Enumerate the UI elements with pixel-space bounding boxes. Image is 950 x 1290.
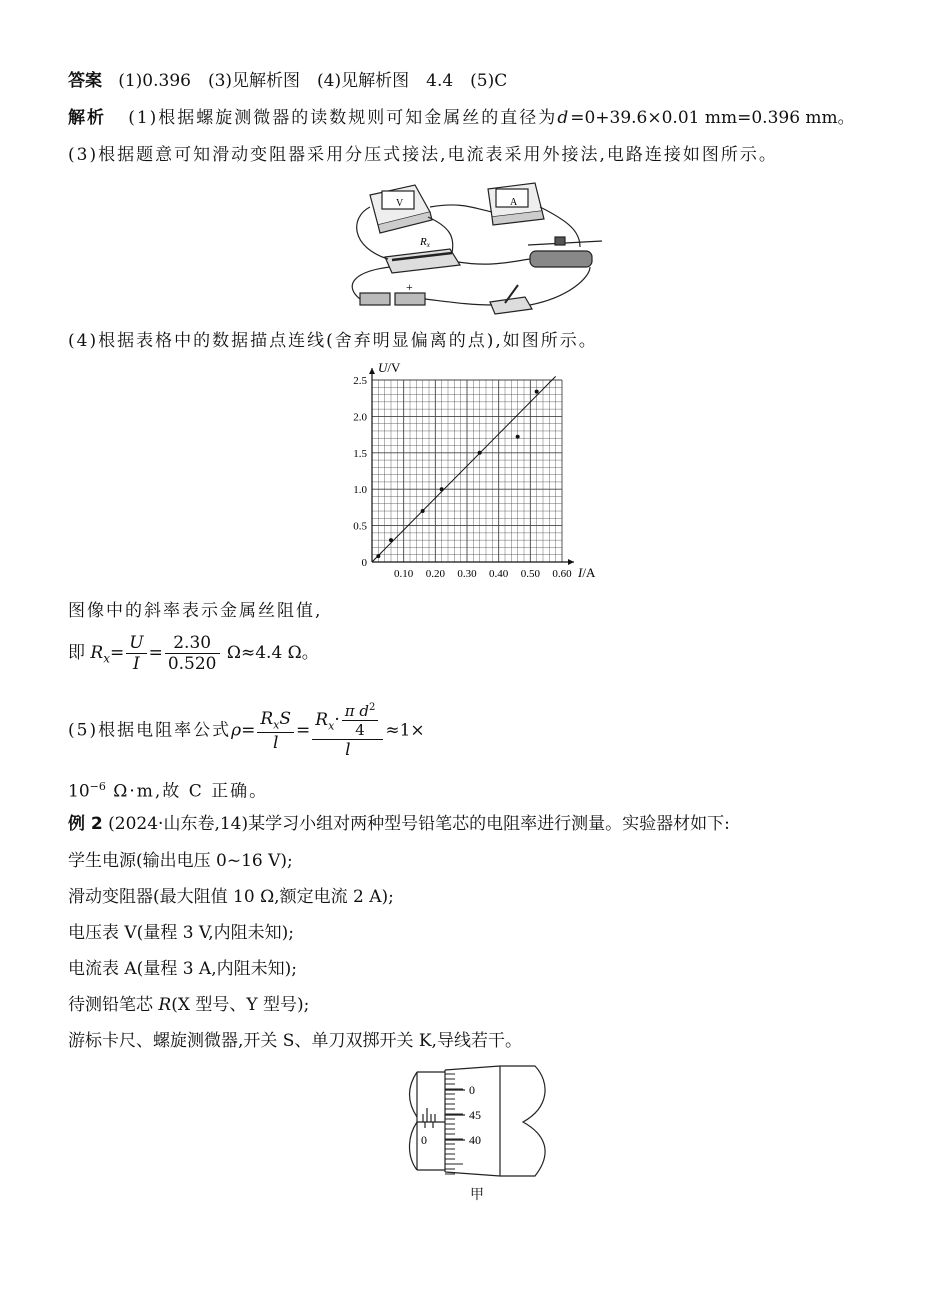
l-var-2: l: [345, 740, 351, 760]
ui-chart: [345, 362, 615, 587]
data-point: [376, 554, 380, 558]
rx-label: Rx: [420, 236, 430, 249]
analysis-p4: (4)根据表格中的数据描点连线(舍弃明显偏离的点),如图所示。: [68, 331, 598, 351]
y-axis-label: U/V: [378, 362, 401, 375]
micrometer-label-45: 45: [469, 1108, 481, 1122]
x-tick-label: 0.60: [552, 568, 572, 580]
rho: ρ: [231, 720, 242, 741]
micrometer-caption: 甲: [470, 1187, 484, 1203]
data-point: [535, 390, 539, 394]
x-tick-label: 0.40: [489, 568, 509, 580]
list-item: 滑动变阻器(最大阻值 10 Ω,额定电流 2 A);: [68, 887, 394, 907]
u-over-i: [126, 633, 146, 674]
r-var: R: [260, 709, 274, 730]
y-tick-label: 1.5: [353, 447, 367, 460]
plus-label: +: [406, 280, 413, 294]
answer-line: [68, 70, 507, 92]
x-tick-label: 0.50: [520, 568, 540, 580]
analysis-p1-text: (1)根据螺旋测微器的读数规则可知金属丝的直径为: [128, 108, 558, 128]
fraction-num: 2.30: [165, 633, 220, 654]
y-axis-arrow: [369, 368, 375, 374]
analysis-p1-eq: =0+39.6×0.01 mm=0.396 mm。: [570, 108, 855, 128]
r-sub-2: x: [328, 719, 335, 733]
voltmeter-label: V: [396, 198, 404, 209]
four: 4: [355, 721, 365, 739]
p5-line2: [68, 776, 268, 803]
item-r-var: R: [158, 995, 172, 1015]
s-var: S: [279, 709, 292, 730]
eq-sign-4: =: [296, 720, 311, 741]
i-var: I: [133, 654, 140, 674]
micrometer-label-40: 40: [469, 1133, 481, 1147]
analysis-p3: (3)根据题意可知滑动变阻器采用分压式接法,电流表采用外接法,电路连接如图所示。: [68, 145, 778, 165]
rx-sub: x: [103, 651, 110, 666]
data-point: [478, 451, 482, 455]
rx-formula: [68, 633, 319, 674]
example2-title: [68, 813, 730, 835]
example2-label: 例 2: [68, 814, 103, 834]
circuit-diagram: [340, 177, 615, 317]
exponent: −6: [89, 780, 106, 793]
y-tick-label: 2.5: [353, 375, 367, 387]
fraction-den: 0.520: [167, 654, 217, 674]
y-tick-label: 1.0: [353, 484, 367, 497]
list-item: 游标卡尺、螺旋测微器,开关 S、单刀双掷开关 K,导线若干。: [68, 1031, 522, 1051]
rx-prefix: 即: [68, 643, 85, 663]
rx-var: R: [90, 643, 104, 663]
x-tick-label: 0.20: [425, 568, 445, 580]
list-item: [68, 994, 309, 1016]
r-var-2: R: [315, 710, 329, 730]
micrometer-figure: [405, 1062, 555, 1177]
data-point: [421, 509, 425, 513]
resistivity-formula: [68, 702, 425, 760]
var-d: d: [557, 108, 571, 128]
analysis-p1: [68, 107, 855, 129]
y-tick-label: 2.0: [353, 411, 367, 424]
slope-text: 图像中的斜率表示金属丝阻值,: [68, 601, 323, 621]
y-tick-label: 0.5: [353, 520, 367, 533]
y-tick-label: 0: [361, 557, 367, 569]
eq-sign-2: =: [148, 643, 163, 663]
example2-title-text: (2024·山东卷,14)某学习小组对两种型号铅笔芯的电阻率进行测量。实验器材如下:: [108, 814, 730, 834]
answer-text: (1)0.396 (3)见解析图 (4)见解析图 4.4 (5)C: [118, 71, 508, 91]
value-fraction: [165, 633, 220, 674]
compound-fraction: [312, 702, 383, 760]
p5-prefix: (5)根据电阻率公式: [68, 720, 232, 741]
analysis-label: 解析: [68, 108, 106, 128]
list-item: 电流表 A(量程 3 A,内阻未知);: [68, 959, 297, 979]
dot: ·: [334, 710, 340, 730]
d-var: d: [359, 702, 369, 720]
pi: π: [344, 702, 355, 720]
x-tick-label: 0.30: [457, 568, 477, 580]
micrometer-label-main-0: 0: [421, 1133, 427, 1147]
u-var: U: [126, 633, 146, 654]
p5-tail: ≈1×: [385, 720, 425, 741]
data-point: [440, 487, 444, 491]
ten: 10: [68, 781, 90, 802]
list-item: 电压表 V(量程 3 V,内阻未知);: [68, 923, 295, 943]
data-point: [389, 538, 393, 542]
eq-sign-3: =: [241, 720, 256, 741]
list-item: 学生电源(输出电压 0~16 V);: [68, 851, 293, 871]
item-r-rest: (X 型号、Y 型号);: [171, 995, 310, 1015]
x-axis-arrow: [568, 559, 574, 565]
fit-line: [372, 376, 556, 562]
ammeter-label: A: [510, 197, 518, 208]
item-r-prefix: 待测铅笔芯: [68, 995, 159, 1015]
l-var: l: [272, 732, 279, 753]
eq-sign: =: [110, 643, 125, 663]
r-sub: x: [273, 718, 280, 732]
rs-over-l: [257, 709, 294, 752]
micrometer-label-0: 0: [469, 1083, 475, 1097]
rx-result: Ω≈4.4 Ω。: [226, 643, 319, 663]
square: 2: [368, 702, 376, 713]
answer-label: 答案: [68, 71, 102, 91]
x-tick-label: 0.10: [394, 568, 414, 580]
p5-line2-rest: Ω·m,故 C 正确。: [105, 781, 269, 802]
x-axis-label: I/A: [578, 565, 596, 580]
data-point: [516, 435, 520, 439]
